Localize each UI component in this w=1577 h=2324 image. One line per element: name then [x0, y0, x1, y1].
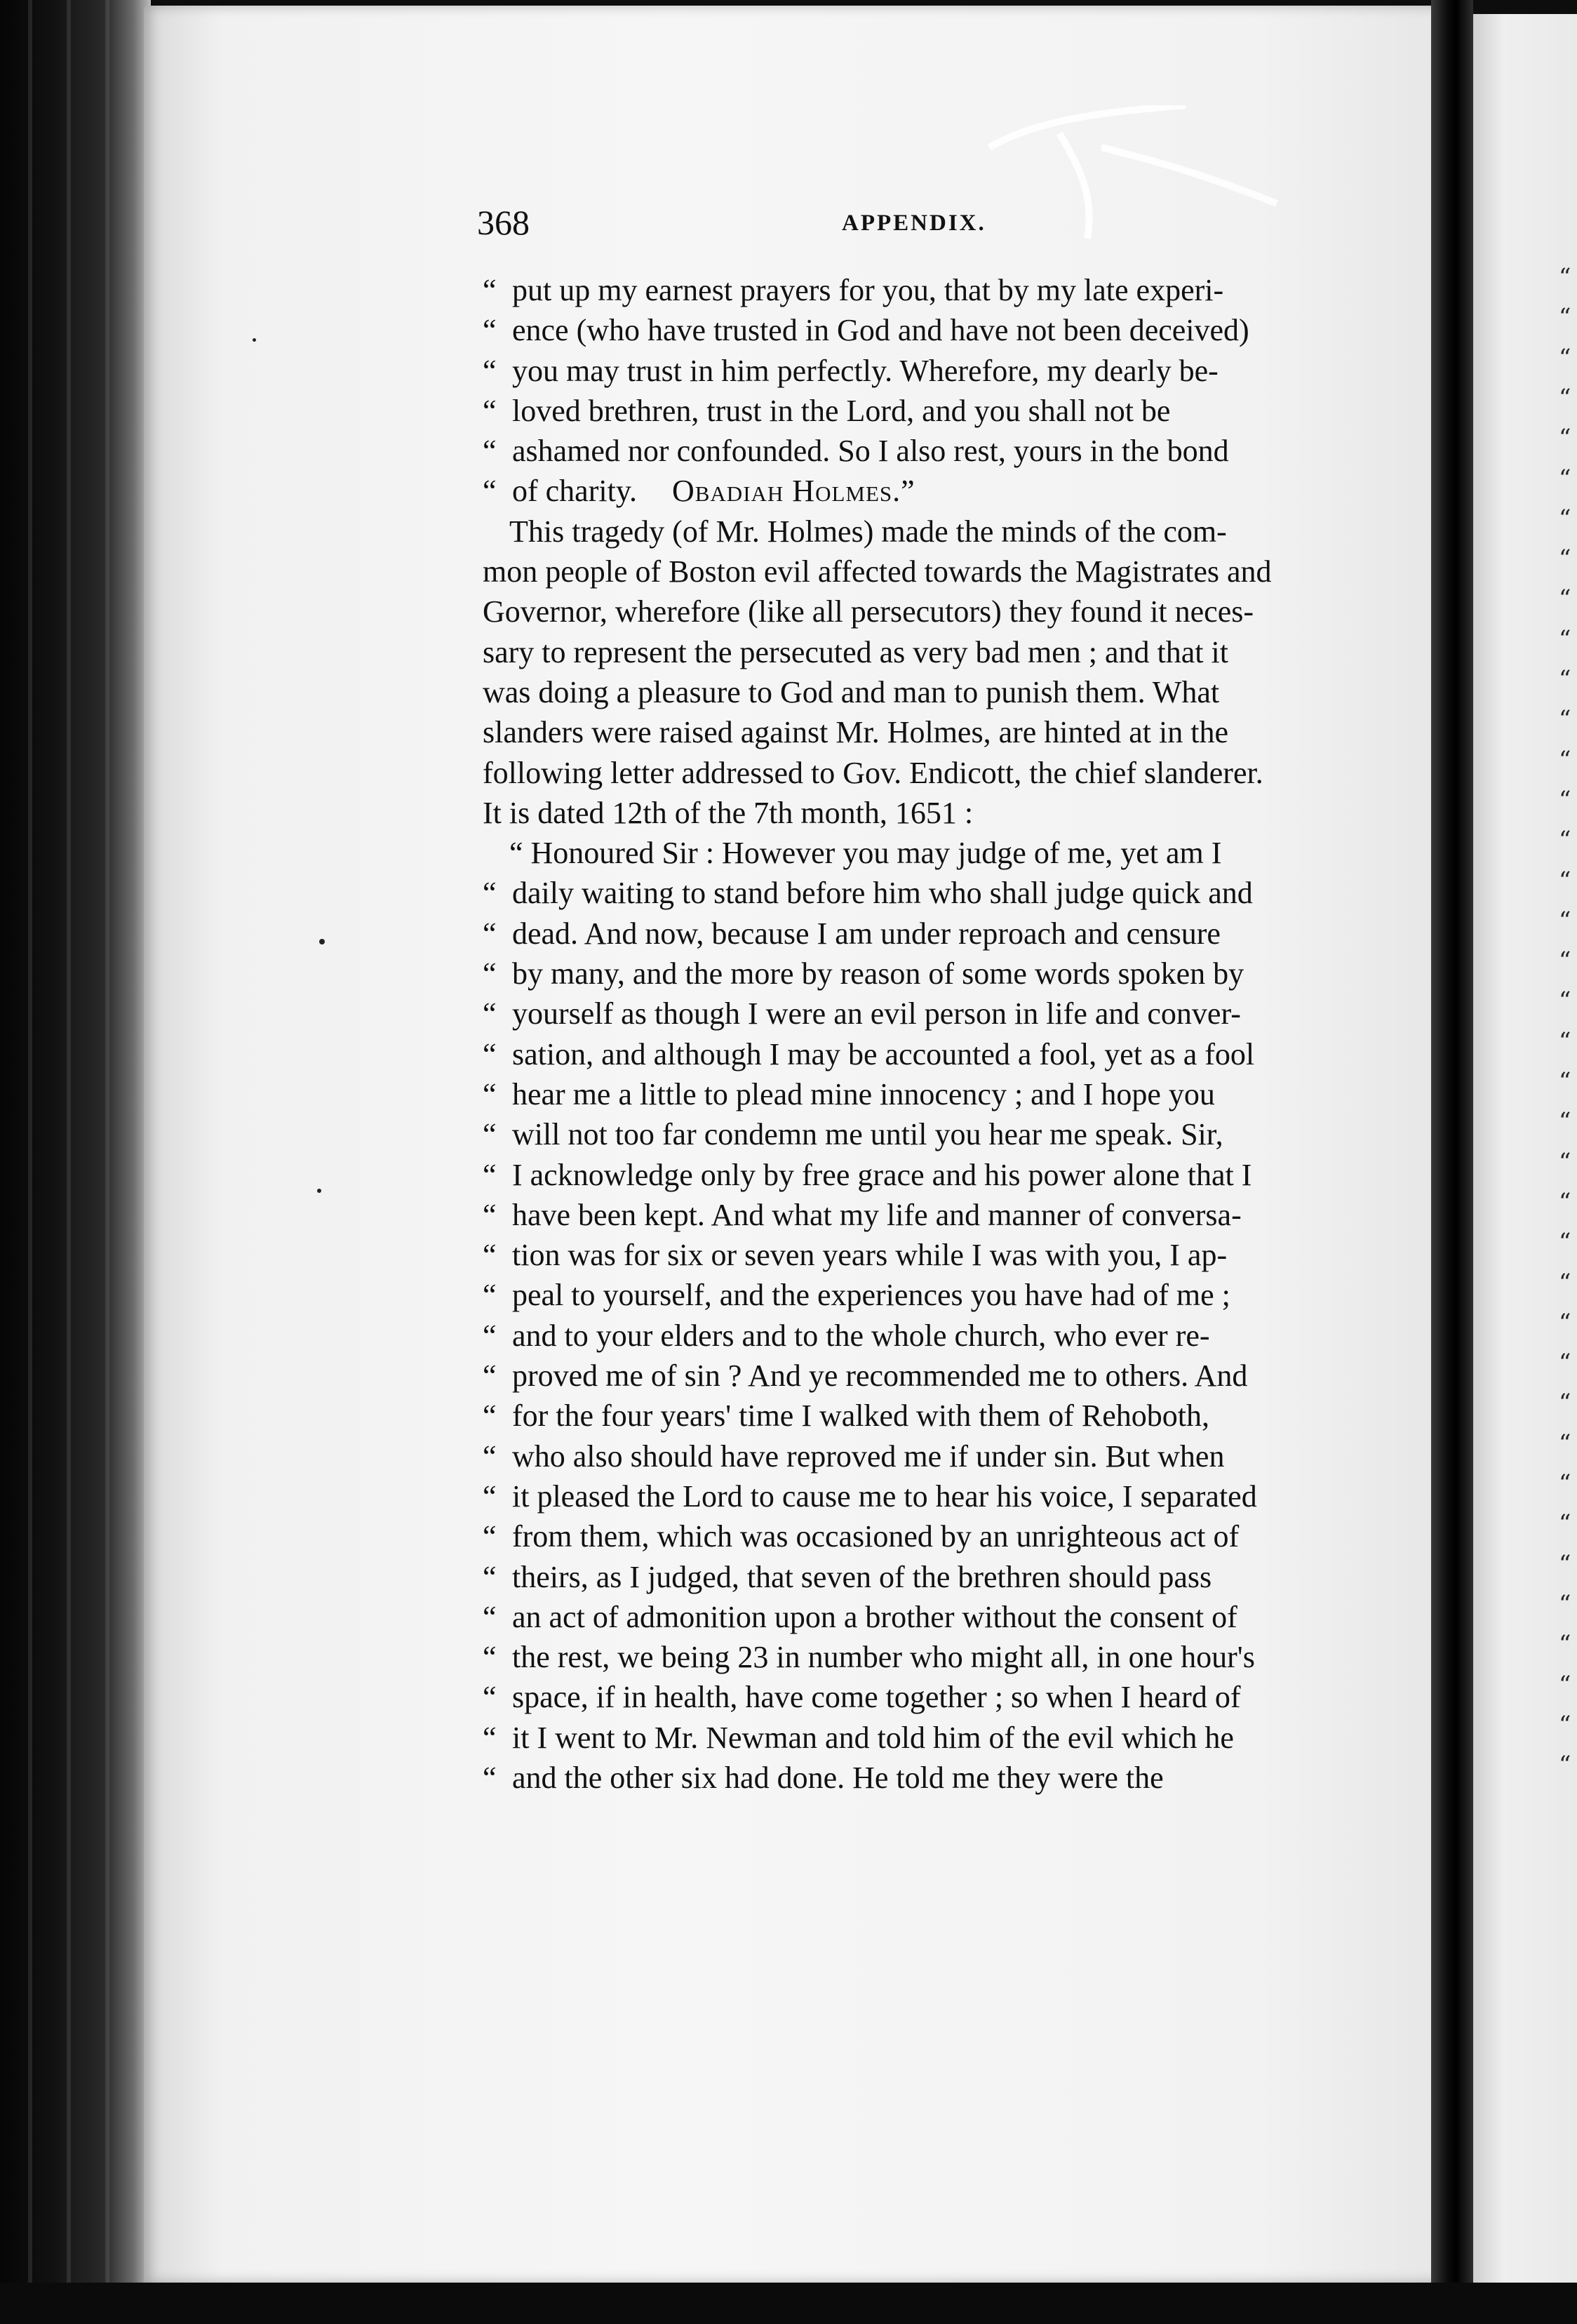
- line-text: you may trust in him perfectly. Wherefore, my dearly be-: [512, 353, 1219, 388]
- ink-speck: [319, 939, 325, 944]
- book-binding: [0, 0, 151, 2324]
- text-line: [483, 1476, 1374, 1516]
- text-line: [483, 1034, 1374, 1074]
- facing-quote-mark: “: [1559, 705, 1571, 734]
- line-text: for the four years' time I walked with them of Rehoboth,: [512, 1398, 1209, 1434]
- signature: Obadiah Holmes.”: [671, 474, 915, 509]
- quote-mark: “: [483, 1398, 497, 1434]
- text-line: [483, 1195, 1374, 1235]
- line-text: sary to represent the persecuted as very bad men ; and that it: [483, 634, 1228, 669]
- page-header: [477, 202, 1382, 251]
- facing-quote-mark: “: [1559, 1670, 1571, 1699]
- facing-quote-mark: “: [1559, 1389, 1571, 1417]
- quote-mark: “: [483, 1680, 497, 1715]
- text-line: [483, 1436, 1374, 1476]
- quote-mark: “: [483, 1197, 497, 1232]
- line-text: put up my earnest prayers for you, that by my late experi-: [512, 273, 1224, 307]
- line-text: was doing a pleasure to God and man to punish them. What: [483, 674, 1220, 709]
- facing-quote-mark: “: [1559, 464, 1571, 493]
- text-line: [483, 1316, 1374, 1356]
- text-line: [483, 1677, 1374, 1717]
- quote-mark: “: [483, 1599, 497, 1634]
- line-text: Governor, wherefore (like all persecutors) they found it neces-: [483, 594, 1254, 629]
- quote-mark: “: [483, 434, 497, 469]
- quote-mark: “: [483, 1720, 497, 1755]
- quote-mark: “: [483, 916, 497, 951]
- quote-mark: “: [483, 1358, 497, 1394]
- text-line: [483, 833, 1374, 873]
- quote-mark: “: [483, 1519, 497, 1554]
- facing-quote-mark: “: [1559, 906, 1571, 935]
- line-text: loved brethren, trust in the Lord, and you shall not be: [512, 393, 1171, 428]
- facing-quote-mark: “: [1559, 383, 1571, 412]
- facing-quote-mark: “: [1559, 1751, 1571, 1779]
- text-line: [483, 592, 1374, 632]
- text-line: [483, 914, 1374, 954]
- quote-mark: “: [483, 313, 497, 348]
- facing-quote-mark: “: [1559, 866, 1571, 895]
- facing-quote-mark: “: [1559, 1630, 1571, 1659]
- text-line: [483, 954, 1374, 994]
- quote-mark: “: [483, 1117, 497, 1152]
- facing-quote-mark: “: [1559, 1429, 1571, 1457]
- facing-quote-mark: “: [1559, 1268, 1571, 1297]
- quote-mark: “: [483, 1238, 497, 1273]
- facing-quote-mark: “: [1559, 263, 1571, 291]
- facing-quote-mark: “: [1559, 1509, 1571, 1538]
- line-text: will not too far condemn me until you hear me speak. Sir,: [512, 1117, 1223, 1152]
- line-text: from them, which was occasioned by an unrighteous act of: [512, 1519, 1240, 1554]
- line-text: the rest, we being 23 in number who might all, in one hour's: [512, 1640, 1255, 1675]
- text-line: [483, 672, 1374, 712]
- line-text: and to your elders and to the whole church, who ever re-: [512, 1318, 1210, 1353]
- quote-mark: “: [483, 956, 497, 991]
- line-text: an act of admonition upon a brother without the consent of: [512, 1599, 1237, 1634]
- facing-quote-mark: “: [1559, 1349, 1571, 1377]
- line-text: following letter addressed to Gov. Endicott, the chief slanderer.: [483, 755, 1263, 790]
- facing-quote-mark: “: [1559, 1710, 1571, 1739]
- line-text: have been kept. And what my life and manner of conversa-: [512, 1197, 1242, 1232]
- facing-quote-mark: “: [1559, 785, 1571, 814]
- quote-mark: “: [483, 1278, 497, 1313]
- quote-mark: “: [483, 474, 497, 509]
- text-line: [483, 471, 1374, 511]
- line-text: it I went to Mr. Newman and told him of the evil which he: [512, 1720, 1234, 1755]
- text-line: [483, 351, 1374, 391]
- text-line: [483, 431, 1374, 471]
- quote-mark: “: [483, 1760, 497, 1795]
- line-text: space, if in health, have come together ; so when I heard of: [512, 1680, 1241, 1715]
- facing-quote-mark: “: [1559, 585, 1571, 613]
- facing-quote-mark: “: [1559, 1549, 1571, 1578]
- facing-quote-mark: “: [1559, 545, 1571, 573]
- facing-quote-mark: “: [1559, 1308, 1571, 1337]
- ink-speck: [253, 338, 256, 342]
- quote-mark: “: [483, 1640, 497, 1675]
- line-text: daily waiting to stand before him who shall judge quick and: [512, 876, 1253, 911]
- line-text: it pleased the Lord to cause me to hear his voice, I separated: [512, 1478, 1257, 1514]
- quote-mark: “: [483, 273, 497, 307]
- text-line: [483, 1155, 1374, 1195]
- quote-mark: “: [483, 1438, 497, 1474]
- text-line: [483, 512, 1374, 552]
- text-line: [483, 712, 1374, 752]
- quote-mark: “: [483, 1559, 497, 1594]
- facing-quote-mark: “: [1559, 1107, 1571, 1136]
- line-text: hear me a little to plead mine innocency ; and I hope you: [512, 1076, 1215, 1111]
- text-line: [483, 310, 1374, 350]
- quote-mark: “: [483, 1036, 497, 1071]
- text-line: [483, 873, 1374, 913]
- facing-quote-mark: “: [1559, 343, 1571, 372]
- text-line: [483, 1396, 1374, 1436]
- line-text: theirs, as I judged, that seven of the brethren should pass: [512, 1559, 1212, 1594]
- facing-quote-mark: “: [1559, 745, 1571, 774]
- text-line: [483, 1356, 1374, 1396]
- text-line: [483, 552, 1374, 592]
- line-text: sation, and although I may be accounted a fool, yet as a fool: [512, 1036, 1255, 1071]
- running-head: APPENDIX.: [842, 211, 986, 236]
- body-text: [483, 270, 1374, 1798]
- facing-quote-mark: “: [1559, 504, 1571, 533]
- quote-mark: “: [483, 1478, 497, 1514]
- line-text: ence (who have trusted in God and have not been deceived): [512, 313, 1249, 348]
- line-text: ashamed nor confounded. So I also rest, yours in the bond: [512, 434, 1229, 469]
- scan-bottom-edge: [0, 2283, 1577, 2324]
- line-text: yourself as though I were an evil person in life and conver-: [512, 996, 1241, 1031]
- facing-quote-mark: “: [1559, 1067, 1571, 1095]
- line-text: dead. And now, because I am under reproach and censure: [512, 916, 1221, 951]
- facing-quote-mark: “: [1559, 947, 1571, 975]
- text-line: [483, 1597, 1374, 1637]
- text-line: [483, 270, 1374, 310]
- quote-mark: “: [483, 393, 497, 428]
- text-line: [483, 1758, 1374, 1798]
- quote-mark: “: [483, 996, 497, 1031]
- text-line: [483, 994, 1374, 1034]
- line-text: of charity.: [512, 474, 637, 509]
- text-line: [483, 1557, 1374, 1597]
- text-line: [483, 632, 1374, 672]
- quote-mark: “: [483, 876, 497, 911]
- text-line: [483, 1718, 1374, 1758]
- line-text: peal to yourself, and the experiences you have had of me ;: [512, 1278, 1230, 1313]
- facing-quote-mark: “: [1559, 303, 1571, 332]
- facing-quote-mark: “: [1559, 826, 1571, 855]
- facing-quote-mark: “: [1559, 1147, 1571, 1176]
- text-line: [483, 793, 1374, 833]
- quote-mark: “: [483, 1157, 497, 1192]
- page-number: 368: [477, 203, 530, 242]
- line-text: by many, and the more by reason of some words spoken by: [512, 956, 1244, 991]
- facing-quote-mark: “: [1559, 665, 1571, 693]
- facing-quote-mark: “: [1559, 424, 1571, 453]
- text-line: [483, 391, 1374, 431]
- line-text: and the other six had done. He told me they were the: [512, 1760, 1164, 1795]
- facing-quote-mark: “: [1559, 1187, 1571, 1216]
- quote-mark: “: [483, 1076, 497, 1111]
- facing-quote-mark: “: [1559, 625, 1571, 653]
- text-line: [483, 1516, 1374, 1556]
- facing-quote-mark: “: [1559, 1589, 1571, 1618]
- line-text: “ Honoured Sir : However you may judge of me, yet am I: [509, 836, 1222, 871]
- text-line: [483, 1114, 1374, 1154]
- facing-quote-mark: “: [1559, 1228, 1571, 1257]
- ink-speck: [317, 1189, 321, 1193]
- line-text: who also should have reproved me if under sin. But when: [512, 1438, 1225, 1474]
- line-text: It is dated 12th of the 7th month, 1651 :: [483, 795, 974, 830]
- quote-mark: “: [483, 353, 497, 388]
- quote-mark: “: [483, 1318, 497, 1353]
- text-line: [483, 753, 1374, 793]
- text-line: [483, 1275, 1374, 1315]
- binding-streak: [28, 0, 32, 2324]
- facing-quote-mark: “: [1559, 1469, 1571, 1497]
- facing-quote-mark: “: [1559, 987, 1571, 1015]
- line-text: mon people of Boston evil affected towards the Magistrates and: [483, 554, 1272, 589]
- page-gutter: [1431, 0, 1473, 2324]
- text-line: [483, 1637, 1374, 1677]
- text-line: [483, 1074, 1374, 1114]
- line-text: I acknowledge only by free grace and his power alone that I: [512, 1157, 1252, 1192]
- binding-streak: [105, 0, 109, 2324]
- text-line: [483, 1235, 1374, 1275]
- line-text: proved me of sin ? And ye recommended me to others. And: [512, 1358, 1248, 1394]
- binding-streak: [67, 0, 71, 2324]
- line-text: tion was for six or seven years while I was with you, I ap-: [512, 1238, 1228, 1273]
- facing-quote-mark: “: [1559, 1027, 1571, 1055]
- line-text: slanders were raised against Mr. Holmes, are hinted at in the: [483, 715, 1229, 750]
- line-text: This tragedy (of Mr. Holmes) made the minds of the com-: [509, 514, 1227, 549]
